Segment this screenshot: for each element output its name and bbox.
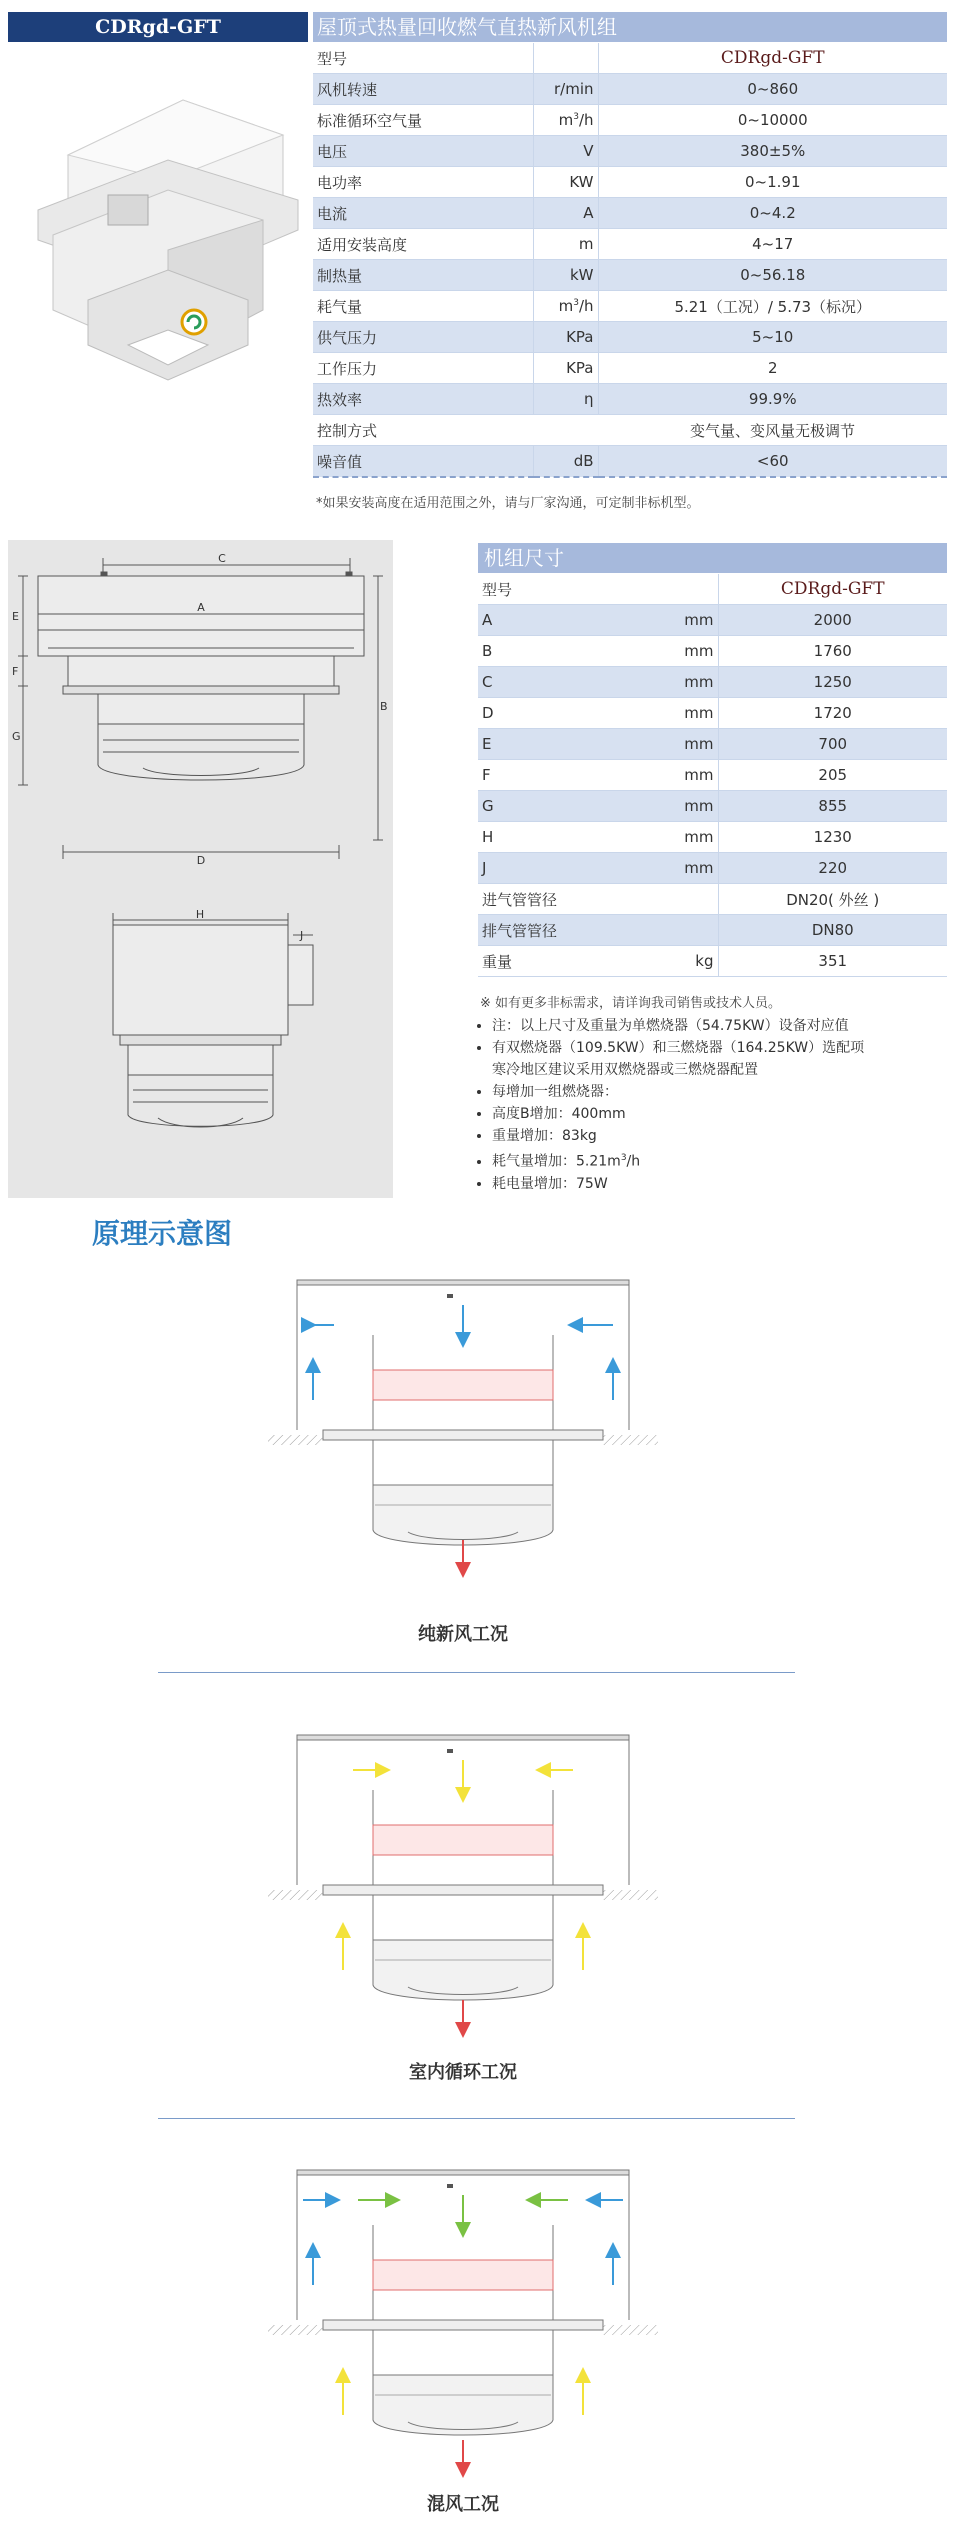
dims-row-value: 351: [718, 946, 947, 977]
dims-row-unit: mm: [638, 853, 718, 884]
dims-row-value: 205: [718, 760, 947, 791]
dims-row-value: 1760: [718, 636, 947, 667]
mode-recirculation-diagram: [268, 1735, 658, 2030]
dims-row-name: H: [478, 822, 638, 853]
dims-row-name: D: [478, 698, 638, 729]
logo-icon: [182, 310, 206, 334]
dims-row-unit: mm: [638, 636, 718, 667]
spec-row-unit: $m^3/h$: [533, 105, 598, 136]
spec-row-name: 电压: [313, 136, 533, 167]
mode-caption: 纯新风工况: [418, 1624, 508, 1645]
dim-label-g: G: [12, 730, 21, 743]
dim-label-f: F: [12, 665, 19, 678]
mode-fresh-air-diagram: [268, 1280, 658, 1570]
dims-row-value: 700: [718, 729, 947, 760]
dims-row-unit: [638, 915, 718, 946]
dims-row-unit: mm: [638, 822, 718, 853]
note-item: 寒冷地区建议采用双燃烧器或三燃烧器配置: [492, 1062, 758, 1078]
spec-row-unit: KW: [533, 167, 598, 198]
dims-row-name: E: [478, 729, 638, 760]
spec-row-value: 0~4.2: [598, 198, 947, 229]
spec-row-unit: A: [533, 198, 598, 229]
spec-row-name: 制热量: [313, 260, 533, 291]
dims-footnote: ※ 如有更多非标需求，请详询我司销售或技术人员。: [480, 996, 782, 1011]
spec-row-name: 风机转速: [313, 74, 533, 105]
dims-row-name: 重量: [478, 946, 638, 977]
dim-label-e: E: [12, 610, 19, 623]
dims-row-name: F: [478, 760, 638, 791]
spec-row-unit: η: [533, 384, 598, 415]
divider: [158, 1672, 795, 1673]
spec-row-unit: dB: [533, 446, 598, 478]
spec-row-value: 2: [598, 353, 947, 384]
dims-row-unit: mm: [638, 729, 718, 760]
dim-label-a: A: [197, 601, 205, 614]
dims-row-value: 1230: [718, 822, 947, 853]
spec-row-value: 4~17: [598, 229, 947, 260]
dims-row-unit: mm: [638, 760, 718, 791]
mode-caption: 混风工况: [427, 2494, 499, 2515]
note-item: • 耗气量增加：$5.21m^3/h$: [492, 1147, 864, 1173]
dim-label-j: J: [300, 929, 304, 942]
dims-row-name: C: [478, 667, 638, 698]
dims-row-value: DN20( 外丝 ): [718, 884, 947, 915]
divider: [158, 2118, 795, 2119]
dim-label-h: H: [195, 908, 205, 921]
spec-row-unit: V: [533, 136, 598, 167]
note-item: • 耗电量增加：75W: [492, 1173, 864, 1195]
spec-row-unit: KPa: [533, 353, 598, 384]
dims-row-name: 排气管管径: [478, 915, 638, 946]
dims-row-unit: mm: [638, 667, 718, 698]
spec-footnote: *如果安装高度在适用范围之外，请与厂家沟通，可定制非标机型。: [316, 496, 700, 511]
mode-caption: 室内循环工况: [409, 2062, 517, 2083]
dim-label-c: C: [218, 552, 226, 565]
spec-row-name: 适用安装高度: [313, 229, 533, 260]
principle-diagrams: [0, 1270, 955, 2534]
spec-row-value: 0~56.18: [598, 260, 947, 291]
dims-header-label: 型号: [478, 574, 638, 605]
note-item: • 有双燃烧器（109.5KW）和三燃烧器（164.25KW）选配项: [492, 1037, 864, 1059]
spec-row-value: 5.21（工况）/ 5.73（标况）: [598, 291, 947, 322]
product-image: [8, 60, 308, 400]
note-item: • 注：以上尺寸及重量为单燃烧器（54.75KW）设备对应值: [492, 1015, 864, 1037]
spec-header-model: CDRgd-GFT: [598, 43, 947, 74]
dims-table: [478, 574, 947, 977]
spec-row-value: 0~1.91: [598, 167, 947, 198]
dims-row-name: B: [478, 636, 638, 667]
spec-row-value: 5~10: [598, 322, 947, 353]
product-model-title: CDRgd-GFT: [8, 12, 308, 42]
spec-table-title: 屋顶式热量回收燃气直热新风机组: [313, 12, 947, 42]
spec-row-unit: kW: [533, 260, 598, 291]
spec-row-value: <60: [598, 446, 947, 478]
dims-row-value: 1250: [718, 667, 947, 698]
spec-table: [313, 43, 947, 478]
dims-row-name: J: [478, 853, 638, 884]
spec-row-unit: $m^3/h$: [533, 291, 598, 322]
dims-row-name: A: [478, 605, 638, 636]
spec-row-value: 0~860: [598, 74, 947, 105]
spec-row-value: 0~10000: [598, 105, 947, 136]
dimension-drawing-panel: [8, 540, 393, 1198]
dims-row-unit: mm: [638, 605, 718, 636]
dims-row-value: DN80: [718, 915, 947, 946]
spec-row-value: 380±5%: [598, 136, 947, 167]
dims-row-value: 2000: [718, 605, 947, 636]
notes-list: [470, 1015, 864, 1195]
dims-row-unit: [638, 884, 718, 915]
dims-row-unit: mm: [638, 698, 718, 729]
dims-row-name: G: [478, 791, 638, 822]
spec-row-name: 热效率: [313, 384, 533, 415]
dims-table-title: 机组尺寸: [478, 543, 947, 573]
dims-row-value: 220: [718, 853, 947, 884]
dims-row-value: 855: [718, 791, 947, 822]
spec-row-name: 控制方式: [313, 415, 533, 446]
spec-row-unit: KPa: [533, 322, 598, 353]
spec-row-name: 耗气量: [313, 291, 533, 322]
dims-row-value: 1720: [718, 698, 947, 729]
dim-label-b: B: [380, 700, 388, 713]
spec-header-label: 型号: [313, 43, 533, 74]
dim-label-d: D: [196, 854, 206, 867]
spec-row-unit: [533, 415, 598, 446]
dims-header-model: CDRgd-GFT: [718, 574, 947, 605]
principle-title: 原理示意图: [92, 1217, 233, 1250]
note-item: • 重量增加：83kg: [492, 1125, 864, 1147]
spec-row-name: 标准循环空气量: [313, 105, 533, 136]
spec-row-name: 电流: [313, 198, 533, 229]
note-item: • 每增加一组燃烧器：: [492, 1081, 864, 1103]
spec-row-unit: r/min: [533, 74, 598, 105]
spec-row-value: 变气量、变风量无极调节: [598, 415, 947, 446]
dims-row-unit: mm: [638, 791, 718, 822]
dims-row-name: 进气管管径: [478, 884, 638, 915]
spec-row-name: 供气压力: [313, 322, 533, 353]
spec-row-unit: m: [533, 229, 598, 260]
dims-row-unit: kg: [638, 946, 718, 977]
spec-row-name: 电功率: [313, 167, 533, 198]
spec-row-name: 工作压力: [313, 353, 533, 384]
dimension-drawing: [8, 540, 393, 1198]
spec-row-value: 99.9%: [598, 384, 947, 415]
mode-mixed-air-diagram: [268, 2170, 658, 2470]
spec-row-name: 噪音值: [313, 446, 533, 478]
note-item: • 高度B增加：400mm: [492, 1103, 864, 1125]
